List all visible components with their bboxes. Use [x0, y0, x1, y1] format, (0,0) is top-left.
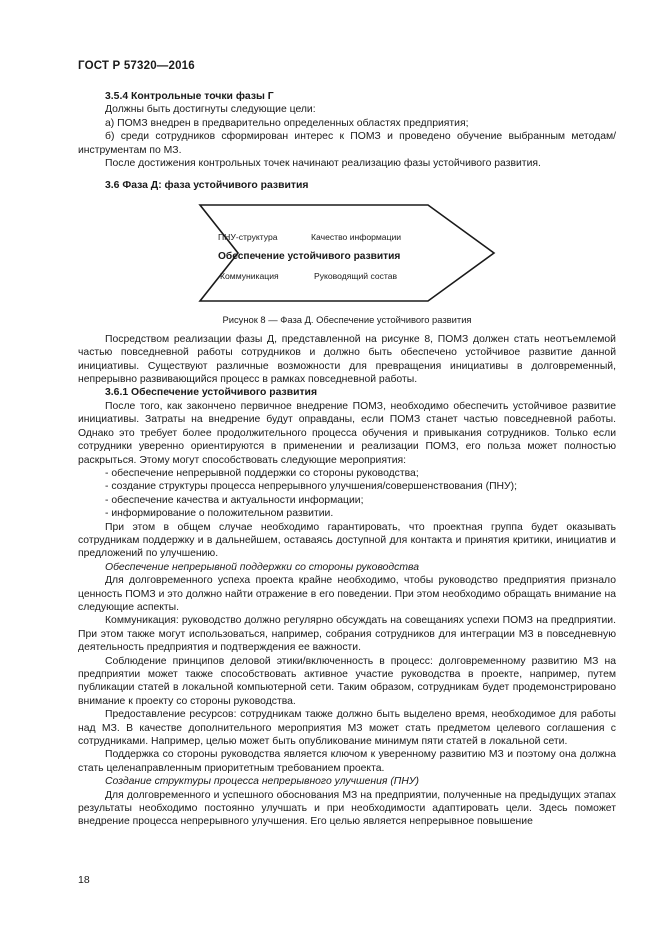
paragraph: После достижения контрольных точек начинают реализацию фазы устойчивого развития.: [105, 158, 541, 170]
paragraph: Для долговременного и успешного обоснования МЗ на предприятии, полученные на предыдущих этапах результаты необходимо постоянно улучшать и при необходимости адаптировать цели. Здесь поможет внедрение процесса непрерывного улучшения. Его целью является непрерывное повышение: [78, 789, 616, 828]
subsection-title-support: Обеспечение непрерывной поддержки со стороны руководства: [105, 561, 419, 573]
diagram-label-management: Руководящий состав: [314, 270, 398, 281]
bullet-item: - обеспечение качества и актуальности информации;: [105, 494, 364, 506]
diagram-label-pnu-structure: ПНУ-структура: [218, 231, 278, 242]
paragraph: Коммуникация: руководство должно регулярно обсуждать на совещаниях успехи ПОМЗ на предприятии. При этом также могут использоваться, например, собрания сотрудников для интеграции МЗ в повседневную деятельность предприятия и подтверждения ее важности.: [78, 615, 616, 654]
page-number: 18: [78, 874, 90, 886]
paragraph: Соблюдение принципов деловой этики/включенность в процесс: долговременному развитию МЗ на предприятии может также способствовать активное участие руководства в проекте, например, путем публикации статей в локальной компьютерной сети. Таким образом, сотрудникам будет продемонстрировано внимание к проекту со стороны руководства.: [78, 655, 616, 707]
figure-caption: Рисунок 8 — Фаза Д. Обеспечение устойчивого развития: [222, 313, 472, 325]
diagram-label-info-quality: Качество информации: [311, 231, 402, 242]
paragraph: При этом в общем случае необходимо гарантировать, что проектная группа будет оказывать сотрудникам поддержку и в дальнейшем, оставаясь доступной для контакта и принятия критики, инициатив и предложений по улучшению.: [78, 521, 616, 560]
list-item: а) ПОМЗ внедрен в предварительно определенных областях предприятия;: [105, 117, 469, 129]
bullet-item: - информирование о положительном развитии.: [105, 508, 334, 520]
section-heading-3-6: 3.6 Фаза Д: фаза устойчивого развития: [105, 180, 309, 192]
paragraph: Посредством реализации фазы Д, представленной на рисунке 8, ПОМЗ должен стать неотъемлемой частью повседневной работы сотрудников и должно быть обеспечено устойчивое развитие данной инициативы. Существуют различные возможности для превращения инициативы в долговременный, непрерывно развивающийся процесс в рамках повседневной работы.: [78, 333, 616, 386]
diagram-label-sustainable-development: Обеспечение устойчивого развития: [218, 250, 401, 262]
bullet-item: - обеспечение непрерывной поддержки со стороны руководства;: [105, 467, 419, 479]
subsection-title-pnu: Создание структуры процесса непрерывного улучшения (ПНУ): [105, 776, 419, 788]
paragraph: После того, как закончено первичное внедрение ПОМЗ, необходимо обеспечить устойчивое развитие инициативы. Затраты на внедрение будут оправданы, если ПОМЗ станет частью повседневной работы. Однако это требует более продолжительного процесса обучения и привыкания сотрудников. Только если сотрудники уверенно ориентируются в применении и реализации ПОМЗ, его польза может полностью раскрыться. Этому могут способствовать следующие мероприятия:: [78, 400, 616, 466]
diagram-label-communication: Коммуникация: [220, 270, 279, 281]
bullet-item: - создание структуры процесса непрерывного улучшения/совершенствования (ПНУ);: [105, 481, 518, 493]
list-item: б) среди сотрудников сформирован интерес к ПОМЗ и проведено обучение выбранным методам/инструментам по МЗ.: [78, 131, 616, 156]
section-heading-3-6-1: 3.6.1 Обеспечение устойчивого развития: [105, 387, 318, 399]
document-code: ГОСТ Р 57320—2016: [78, 60, 195, 72]
arrow-diagram: [198, 203, 498, 303]
paragraph: Для долговременного успеха проекта крайне необходимо, чтобы руководство предприятия признало ценность ПОМЗ и это должно найти отражение в его поведении. При этом необходимо обращать внимание на следующие аспекты.: [78, 575, 616, 613]
paragraph: Должны быть достигнуты следующие цели:: [105, 104, 316, 116]
paragraph: Поддержка со стороны руководства является ключом к уверенному развитию МЗ и поэтому она должна стать целенаправленным приоритетным требованием проекта.: [78, 749, 616, 774]
paragraph: Предоставление ресурсов: сотрудникам также должно быть выделено время, необходимое для работы над МЗ. В качестве дополнительного мероприятия МЗ может стать предметом целевого соглашения с сотрудниками. Например, целью может быть опубликование минимум пяти статей в локальной сети.: [78, 709, 616, 748]
section-heading-3-5-4: 3.5.4 Контрольные точки фазы Г: [105, 91, 274, 102]
figure-8: [78, 199, 616, 333]
page-content: [78, 90, 616, 829]
